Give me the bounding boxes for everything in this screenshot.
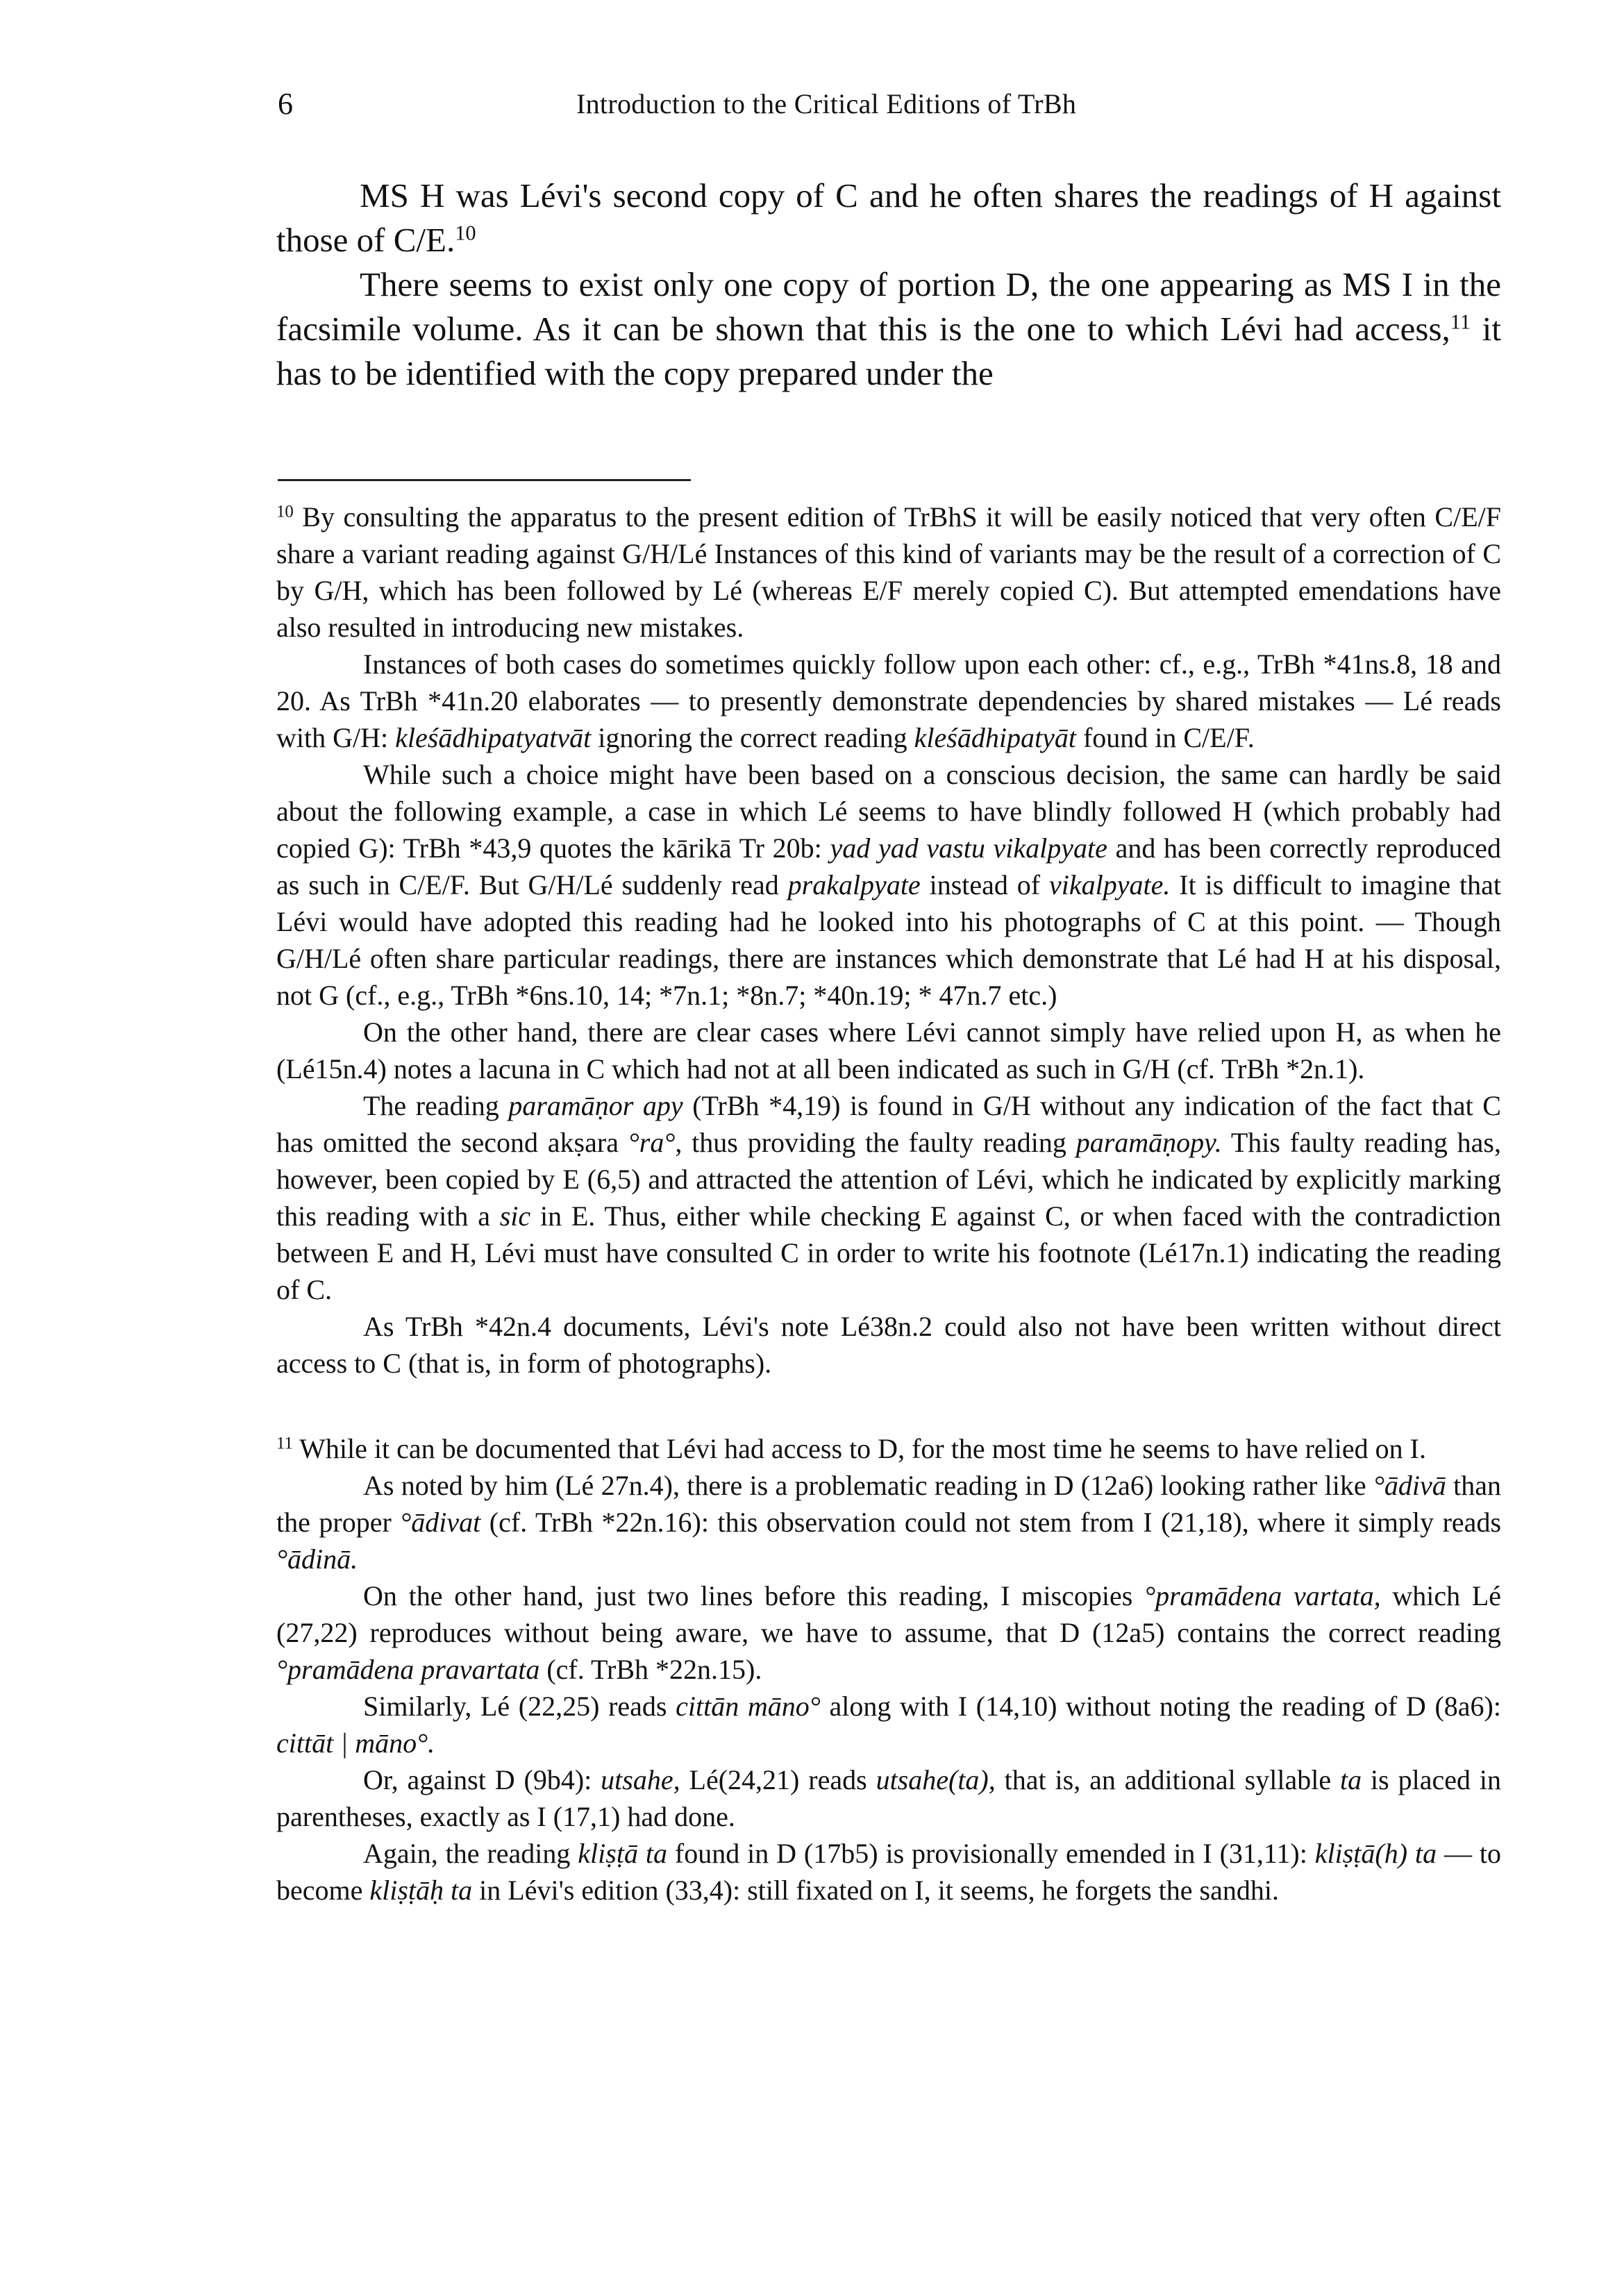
footnote-paragraph: $^{11}$ While it can be documented that Lévi had access to D, for the most time he seems to have relied on I.	[276, 1433, 1426, 1464]
footnote-paragraph: On the other hand, there are clear cases where Lévi cannot simply have relied upon H, as when he (Lé15n.4) notes a lacuna in C which had not at all been indicated as such in G/H (cf. TrBh *2n.1).	[276, 1016, 1501, 1084]
footnote-divider	[278, 479, 691, 481]
footnote-number: 10	[276, 502, 294, 521]
footnote-paragraph: Again, the reading kliṣṭā ta found in D (17b5) is provisionally emended in I (31,11): kliṣṭā(h) ta — to become kliṣṭāḥ ta in Lévi's edition (33,4): still fixated on I, it seems, he forgets the sandhi.	[276, 1838, 1502, 1906]
footnote-paragraph: Instances of both cases do sometimes quickly follow upon each other: cf., e.g., TrBh *41ns.8, 18 and 20. As TrBh *41n.20 elaborates — to presently demonstrate dependencies by shared mistakes — Lé reads with G/H: kleśādhipatyatvāt ignoring the correct reading kleśādhipatyāt found in C/E/F.	[276, 648, 1501, 753]
footnote-paragraph: While such a choice might have been based on a conscious decision, the same can hardly be said about the following example, a case in which Lé seems to have blindly followed H (which probably had copied G): TrBh *43,9 quotes the kārikā Tr 20b: yad yad vastu vikalpyate and has been correctly reproduced as such in C/E/F. But G/H/Lé suddenly read prakalpyate instead of vikalpyate. It is difficult to imagine that Lévi would have adopted this reading had he looked into his photographs of C at this point. — Though G/H/Lé often share particular readings, there are instances which demonstrate that Lé had H at his disposal, not G (cf., e.g., TrBh *6ns.10, 14; *7n.1; *8n.7; *40n.19; * 47n.7 etc.)	[276, 759, 1501, 1011]
footnote-paragraph: Similarly, Lé (22,25) reads cittān māno° along with I (14,10) without noting the reading of D (8a6): cittāt | māno°.	[276, 1691, 1501, 1759]
paragraph: There seems to exist only one copy of portion D, the one appearing as MS I in the facsimile volume. As it can be shown that this is the one to which Lévi had access,$^{11}$ it has to be identified with the copy prepared under the	[276, 265, 1501, 392]
footnote-10	[276, 498, 1501, 1382]
footnote-paragraph: As noted by him (Lé 27n.4), there is a problematic reading in D (12a6) looking rather like °ādivā than the proper °ādivat (cf. TrBh *22n.16): this observation could not stem from I (21,18), where it simply reads °ādinā.	[276, 1470, 1502, 1575]
footnote-paragraph: As TrBh *42n.4 documents, Lévi's note Lé38n.2 could also not have been written without direct access to C (that is, in form of photographs).	[276, 1311, 1501, 1379]
page-number: 6	[278, 87, 293, 121]
footnote-ref: 11	[1450, 310, 1471, 334]
footnote-paragraph: Or, against D (9b4): utsahe, Lé(24,21) reads utsahe(ta), that is, an additional syllable ta is placed in parentheses, exactly as I (17,1) had done.	[276, 1764, 1501, 1832]
footnote-paragraph: The reading paramāṇor apy (TrBh *4,19) is found in G/H without any indication of the fact that C has omitted the second akṣara °ra°, thus providing the faulty reading paramāṇopy. This faulty reading has, however, been copied by E (6,5) and attracted the attention of Lévi, which he indicated by explicitly marking this reading with a sic in E. Thus, either while checking E against C, or when faced with the contradiction between E and H, Lévi must have consulted C in order to write his footnote (Lé17n.1) indicating the reading of C.	[276, 1090, 1501, 1305]
running-head: Introduction to the Critical Editions of TrBh	[576, 88, 1077, 119]
footnote-paragraph: On the other hand, just two lines before this reading, I miscopies °pramādena vartata, which Lé (27,22) reproduces without being aware, we have to assume, that D (12a5) contains the correct reading °pramādena pravartata (cf. TrBh *22n.15).	[276, 1580, 1502, 1685]
page-header	[278, 83, 1389, 125]
footnote-ref: 10	[455, 221, 476, 245]
footnote-paragraph: $^{10}$ By consulting the apparatus to the present edition of TrBhS it will be easily noticed that very often C/E/F share a variant reading against G/H/Lé Instances of this kind of variants may be the result of a correction of C by G/H, which has been followed by Lé (whereas E/F merely copied C). But attempted emendations have also resulted in introducing new mistakes.	[276, 501, 1501, 643]
footnote-spacer	[276, 1382, 1501, 1430]
footnotes	[276, 498, 1501, 1909]
main-text	[276, 174, 1501, 396]
footnote-number: 11	[276, 1434, 293, 1453]
footnote-11	[276, 1430, 1501, 1909]
paragraph: MS H was Lévi's second copy of C and he often shares the readings of H against those of C/E.$^{10}$	[276, 176, 1501, 259]
